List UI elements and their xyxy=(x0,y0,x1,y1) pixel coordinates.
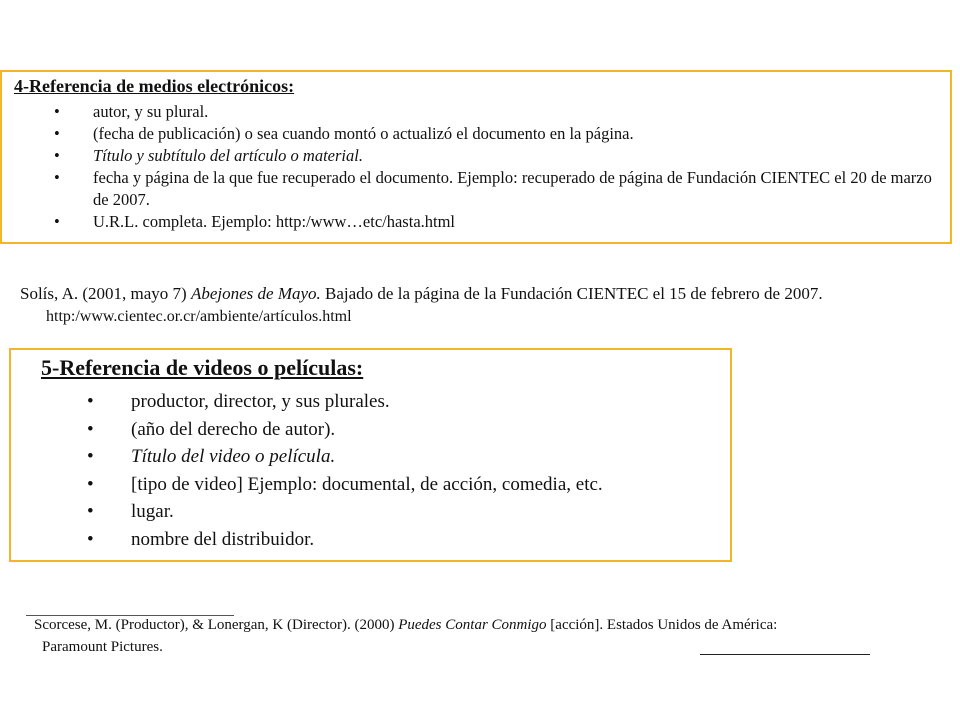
bullet-icon: • xyxy=(54,212,60,231)
bullet-icon: • xyxy=(87,391,94,412)
bullet-icon: • xyxy=(87,418,94,440)
list-item-text: Título del video o película. xyxy=(131,446,336,467)
bullet-icon: • xyxy=(87,446,94,467)
bullet-icon: • xyxy=(54,168,60,187)
list-item xyxy=(87,443,717,471)
section-5-heading: 5-Referencia de videos o películas: xyxy=(41,355,364,380)
list-item-text: autor, y su plural. xyxy=(93,102,209,121)
reference-rest: Bajado de la página de la Fundación CIENTEC el 15 de febrero de 2007. xyxy=(320,284,823,303)
list-item-text: (año del derecho de autor). xyxy=(131,418,336,440)
bullet-icon: • xyxy=(87,473,94,495)
list-item-text: nombre del distribuidor. xyxy=(131,528,315,550)
list-item xyxy=(87,498,717,526)
section-4-list xyxy=(54,101,944,233)
list-item xyxy=(54,211,944,233)
list-item xyxy=(87,388,717,416)
section-4-heading: 4-Referencia de medios electrónicos: xyxy=(14,76,295,96)
list-item-text: (fecha de publicación) o sea cuando montó o actualizó el documento en la página. xyxy=(93,124,634,143)
list-item-text: fecha y página de la que fue recuperado el documento. Ejemplo: recuperado de página de Fundación CIENTEC el 20 de marzo de 2007. xyxy=(93,168,932,209)
divider xyxy=(26,615,234,616)
bullet-icon: • xyxy=(54,146,60,165)
list-item-text: [tipo de video] Ejemplo: documental, de acción, comedia, etc. xyxy=(131,473,603,495)
bullet-icon: • xyxy=(54,102,60,121)
list-item xyxy=(54,123,944,145)
list-item-text: productor, director, y sus plurales. xyxy=(131,391,390,412)
reference-url: http:/www.cientec.or.cr/ambiente/artículos.html xyxy=(46,308,352,325)
reference-rest: [acción]. Estados Unidos de América: xyxy=(546,617,778,633)
bullet-icon: • xyxy=(87,501,94,522)
reference-distributor: Paramount Pictures. xyxy=(42,639,163,655)
list-item-text: U.R.L. completa. Ejemplo: http:/www…etc/hasta.html xyxy=(93,212,456,231)
reference-authors: Scorcese, M. (Productor), & Lonergan, K (Director). (2000) xyxy=(34,617,399,633)
list-item xyxy=(54,145,944,167)
divider xyxy=(700,654,870,655)
list-item xyxy=(54,167,944,211)
reference-author-date: Solís, A. (2001, mayo 7) xyxy=(20,284,191,303)
reference-title: Abejones de Mayo. xyxy=(190,284,321,303)
list-item xyxy=(54,101,944,123)
section-5-box xyxy=(9,348,732,562)
bullet-icon: • xyxy=(87,528,94,550)
section-4-box xyxy=(0,70,952,244)
bullet-icon: • xyxy=(54,124,60,143)
list-item xyxy=(87,416,717,444)
list-item xyxy=(87,471,717,499)
list-item xyxy=(87,526,717,554)
reference-title: Puedes Contar Conmigo xyxy=(398,617,547,633)
list-item-text: lugar. xyxy=(131,501,174,522)
example-reference-video xyxy=(34,617,777,634)
example-reference-web xyxy=(20,284,823,304)
list-item-text: Título y subtítulo del artículo o material. xyxy=(93,146,363,165)
section-5-list xyxy=(87,388,717,553)
